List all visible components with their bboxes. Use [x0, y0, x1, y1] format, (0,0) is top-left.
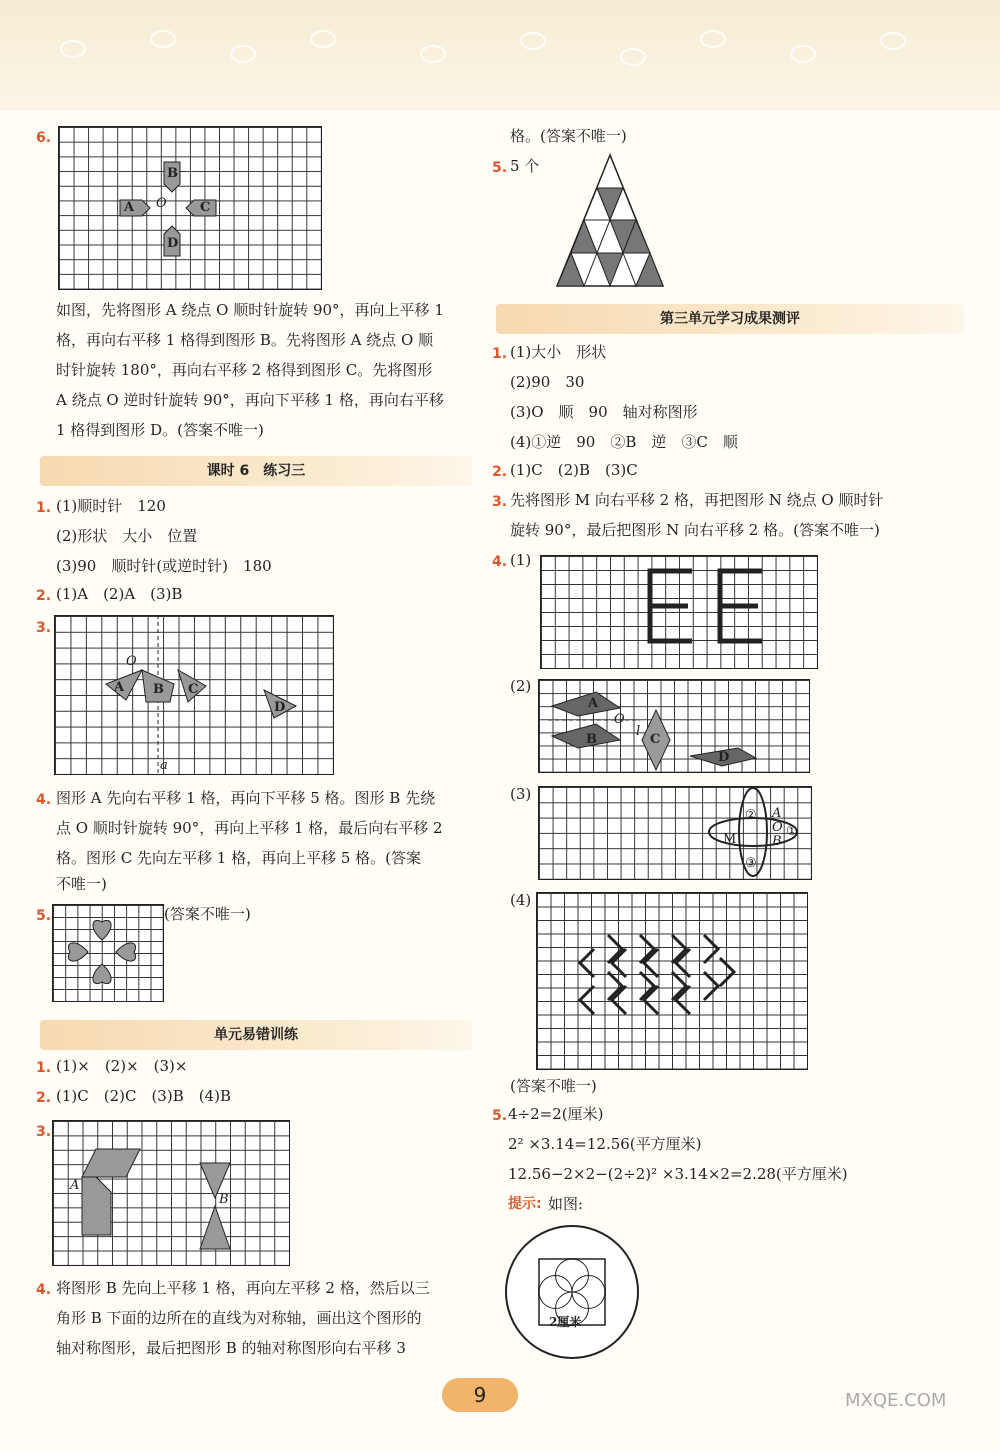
answer-line: (1)C (2)C (3)B (4)B	[56, 1087, 231, 1105]
hint-text: 如图:	[548, 1195, 584, 1213]
answer-line: 5 个	[510, 157, 540, 175]
u4-2-label-a: A	[588, 696, 599, 711]
q6-label-c: C	[200, 200, 211, 215]
u5-line-3: 12.56−2×2−(2÷2)² ×3.14×2=2.28(平方厘米)	[508, 1165, 848, 1183]
e3-label-a: A	[70, 1178, 80, 1193]
answer-line: (2)90 30	[510, 373, 585, 391]
q6-label-o: O	[156, 196, 167, 211]
u4-3-label-b: B	[772, 834, 782, 849]
section-header: 第三单元学习成果测评	[496, 304, 964, 334]
page-number: 9	[442, 1378, 518, 1412]
u4-3-label-m: M	[723, 832, 737, 847]
u5-line-2: 2² ×3.14=12.56(平方厘米)	[508, 1135, 702, 1153]
l3-label-c: C	[188, 682, 199, 697]
answer-line: (1)× (2)× (3)×	[56, 1057, 188, 1075]
u5-line-1: 4÷2=2(厘米)	[508, 1105, 604, 1123]
l4-text-3: 格。图形 C 先向左平移 1 格，再向上平移 5 格。(答案	[56, 849, 422, 867]
u4-3-label-3: ③	[745, 856, 757, 871]
u4-note: (答案不唯一)	[510, 1077, 597, 1095]
e4-text-3: 轴对称图形，最后把图形 B 的轴对称图形向右平移 3	[56, 1339, 406, 1357]
u4-2-label-o: O	[614, 712, 625, 727]
l4-text-4: 不唯一)	[56, 875, 107, 893]
answer-line: (4)①逆 90 ②B 逆 ③C 顺	[510, 433, 738, 451]
l5-note: (答案不唯一)	[164, 905, 251, 923]
question-number: 2.	[492, 464, 508, 480]
q6-label-a: A	[124, 200, 135, 215]
u4-3-label-1: ①	[786, 824, 798, 839]
u3-text-2: 旋转 90°，最后把图形 N 向右平移 2 格。(答案不唯一)	[510, 521, 880, 539]
section-header: 课时 6 练习三	[40, 456, 472, 486]
question-number: 3.	[36, 620, 52, 636]
q6-text-1: 如图，先将图形 A 绕点 O 顺时针旋转 90°，再向上平移 1	[56, 301, 444, 319]
e4-text-1: 将图形 B 先向上平移 1 格，再向左平移 2 格，然后以三	[56, 1279, 430, 1297]
u4-2-label-l: l	[636, 724, 641, 739]
answer-line: (1)大小 形状	[510, 343, 607, 361]
sub-label: (4)	[510, 891, 532, 909]
continued-text: 格。(答案不唯一)	[510, 127, 627, 145]
question-number: 2.	[36, 588, 52, 604]
answer-line: (3)90 顺时针(或逆时针) 180	[56, 557, 272, 575]
l3-label-o: O	[126, 654, 137, 669]
answer-line: (2)形状 大小 位置	[56, 527, 198, 545]
q6-text-4: A 绕点 O 逆时针旋转 90°，再向下平移 1 格，再向右平移	[56, 391, 444, 409]
sub-label: (1)	[510, 551, 532, 569]
question-number: 4.	[492, 554, 508, 570]
question-number: 1.	[36, 500, 52, 516]
answer-line: (1)顺时针 120	[56, 497, 166, 515]
u4-3-label-o: O	[772, 820, 783, 835]
question-number: 4.	[36, 792, 52, 808]
u4-3-label-2: ②	[745, 808, 757, 823]
l3-axis-label: a	[160, 758, 168, 773]
hint-label: 提示:	[508, 1196, 542, 1212]
answer-line: (1)A (2)A (3)B	[56, 585, 183, 603]
q6-text-2: 格，再向右平移 1 格得到图形 B。先将图形 A 绕点 O 顺	[56, 331, 434, 349]
answer-line: (3)O 顺 90 轴对称图形	[510, 403, 698, 421]
u4-2-label-b: B	[586, 732, 597, 747]
e4-text-2: 角形 B 下面的边所在的直线为对称轴，画出这个图形的	[56, 1309, 422, 1327]
answer-line: (1)C (2)B (3)C	[510, 461, 638, 479]
u3-text-1: 先将图形 M 向右平移 2 格，再把图形 N 绕点 O 顺时针	[510, 491, 884, 509]
question-number: 5.	[492, 1108, 508, 1124]
e3-label-b: B	[219, 1192, 229, 1207]
question-number: 3.	[492, 494, 508, 510]
l3-label-a: A	[114, 680, 125, 695]
circle-label: 2厘米	[549, 1315, 582, 1329]
section-header: 单元易错训练	[40, 1020, 472, 1050]
question-number: 5.	[36, 908, 52, 924]
l3-label-b: B	[153, 682, 164, 697]
l3-label-d: D	[274, 700, 286, 715]
watermark: MXQE.COM	[845, 1390, 947, 1411]
question-number: 6.	[36, 130, 52, 146]
sub-label: (3)	[510, 785, 532, 803]
u4-2-label-c: C	[650, 732, 661, 747]
question-number: 5.	[492, 160, 508, 176]
q6-text-3: 时针旋转 180°，再向右平移 2 格得到图形 C。先将图形	[56, 361, 433, 379]
l4-text-2: 点 O 顺时针旋转 90°，再向上平移 1 格，最后向右平移 2	[56, 819, 443, 837]
q6-label-d: D	[167, 236, 179, 251]
question-number: 2.	[36, 1090, 52, 1106]
question-number: 4.	[36, 1282, 52, 1298]
question-number: 1.	[36, 1060, 52, 1076]
q6-label-b: B	[167, 166, 178, 181]
u4-2-label-d: D	[718, 750, 730, 765]
u4-3-label-a: A	[772, 806, 782, 821]
q6-text-5: 1 格得到图形 D。(答案不唯一)	[56, 421, 264, 439]
question-number: 1.	[492, 346, 508, 362]
sub-label: (2)	[510, 677, 532, 695]
l4-text-1: 图形 A 先向右平移 1 格，再向下平移 5 格。图形 B 先绕	[56, 789, 436, 807]
question-number: 3.	[36, 1124, 52, 1140]
